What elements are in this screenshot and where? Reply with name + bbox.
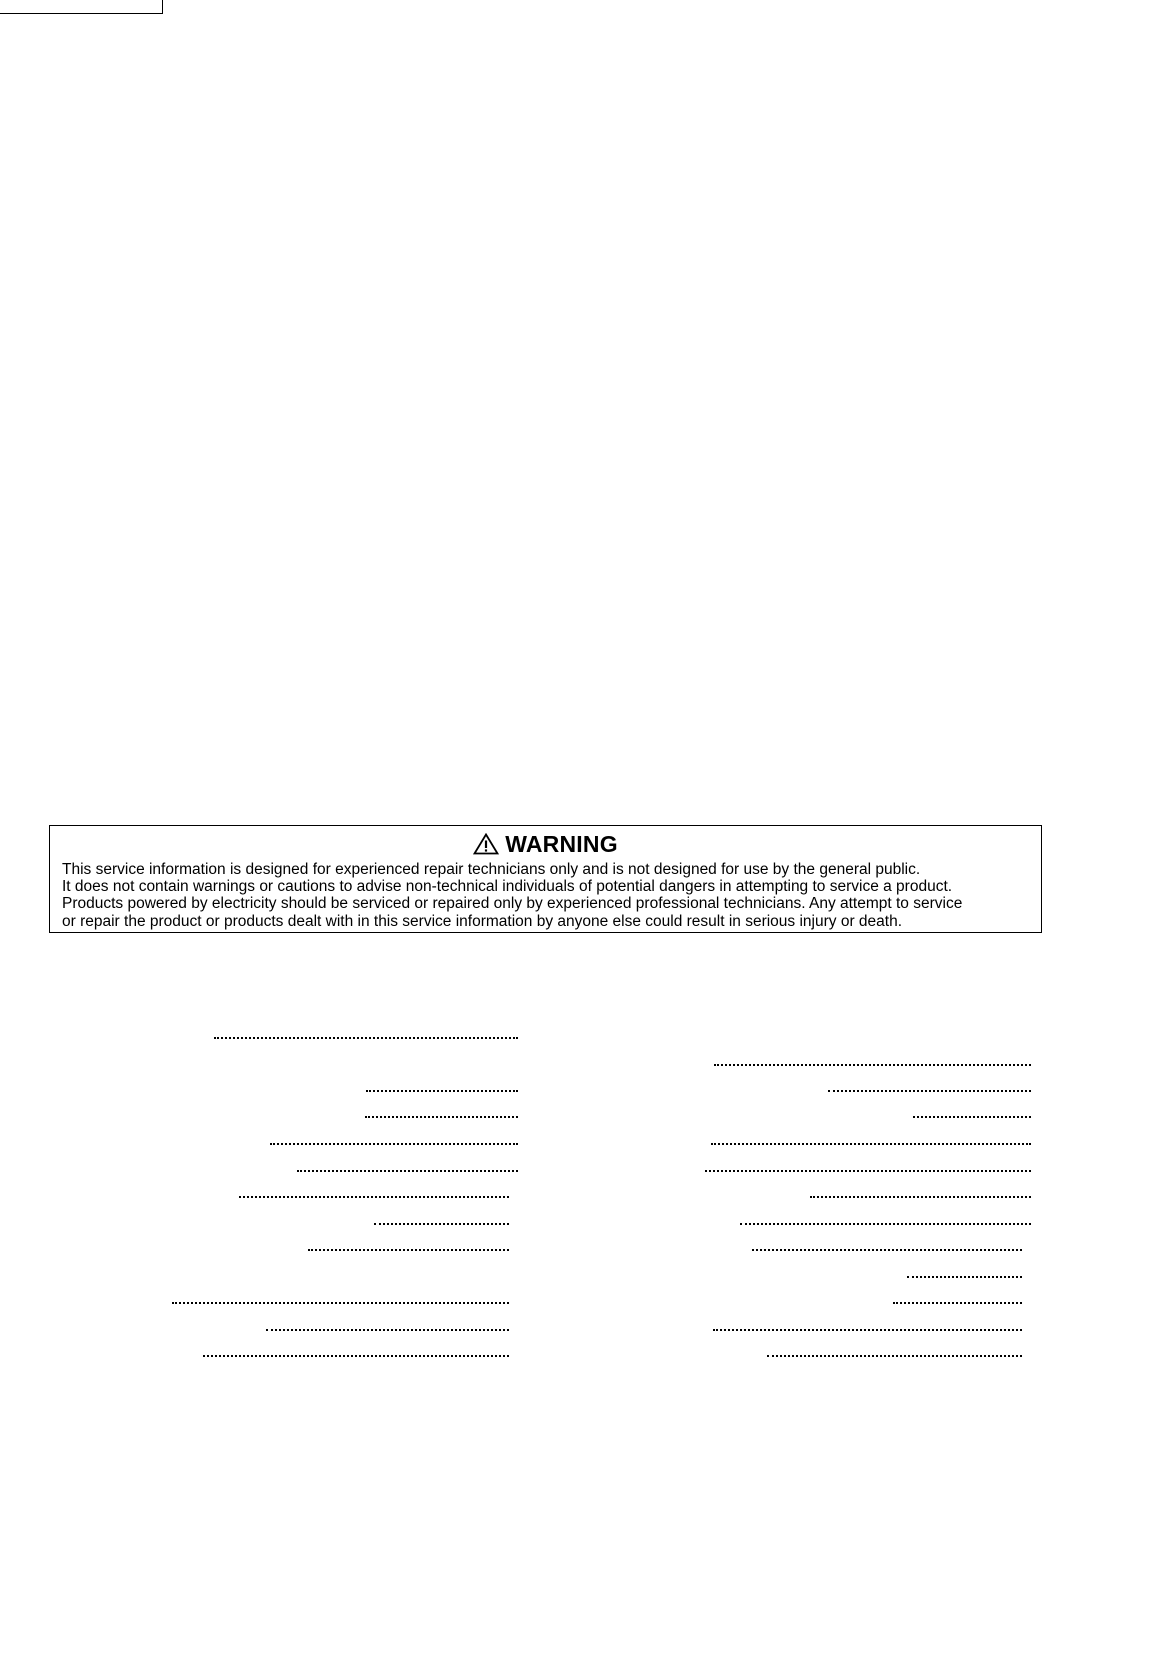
toc-leader: [810, 1196, 1031, 1198]
toc-leader: [740, 1223, 1031, 1225]
warning-line: Products powered by electricity should be serviced or repaired only by experienced professional technicians. Any attempt to service: [62, 895, 963, 913]
warning-line: This service information is designed for experienced repair technicians only and is not designed for use by the general public.: [62, 861, 921, 878]
toc-leader: [366, 1090, 518, 1092]
toc-leader: [913, 1116, 1031, 1118]
toc-leader: [239, 1196, 509, 1198]
toc-leader: [828, 1090, 1031, 1092]
warning-box: [49, 825, 1042, 933]
warning-line: or repair the product or products dealt with in this service information by anyone else could result in serious injury or death.: [62, 912, 903, 930]
toc-leader: [711, 1143, 1031, 1145]
header-corner-box: [0, 0, 163, 14]
toc-leader: [713, 1329, 1022, 1331]
warning-line: It does not contain warnings or cautions to advise non-technical individuals of potential dangers in attempting to service a product.: [62, 878, 953, 896]
toc-leader: [214, 1037, 518, 1039]
warning-title-row: [50, 829, 1041, 859]
toc-leader: [374, 1223, 509, 1225]
toc-leader: [266, 1329, 509, 1331]
toc-leader: [308, 1249, 509, 1251]
toc-leader: [907, 1276, 1022, 1278]
toc-leader: [297, 1170, 518, 1172]
toc-leader: [172, 1302, 509, 1304]
toc-leader: [705, 1170, 1031, 1172]
toc-leader: [893, 1302, 1022, 1304]
toc-leader: [365, 1116, 518, 1118]
warning-title: WARNING: [505, 831, 618, 857]
warning-triangle-icon: [473, 832, 499, 854]
toc-leader: [270, 1143, 518, 1145]
toc-leader: [714, 1064, 1031, 1066]
warning-text: [62, 861, 962, 930]
toc-leader: [767, 1355, 1022, 1357]
toc-leader: [203, 1355, 509, 1357]
toc-leader: [752, 1249, 1022, 1251]
